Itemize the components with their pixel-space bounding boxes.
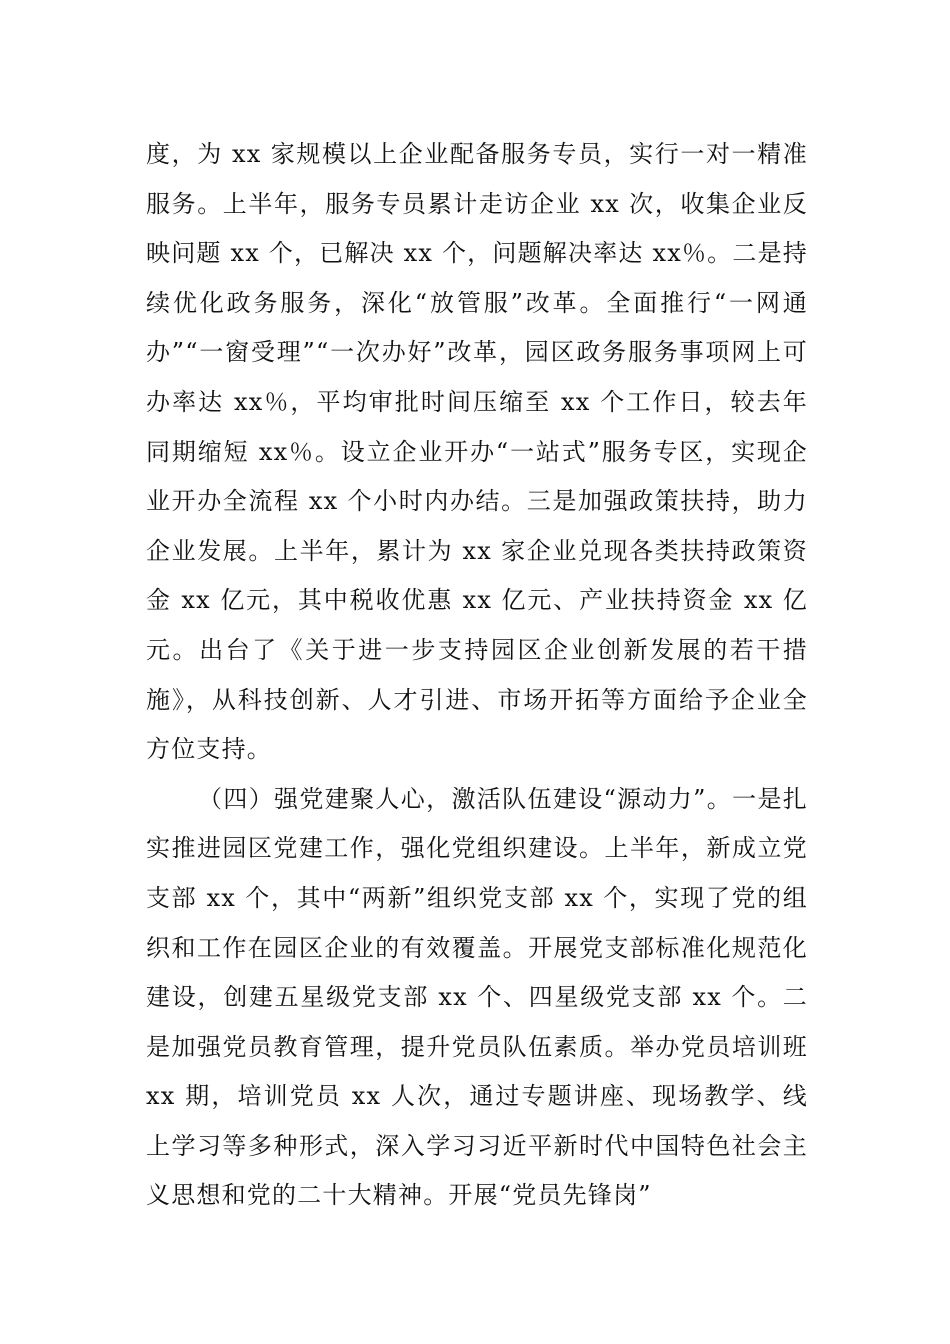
paragraph-section-four: （四）强党建聚人心，激活队伍建设“源动力”。一是扎实推进园区党建工作，强化党组织建设。上半年，新成立党支部 xx 个，其中“两新”组织党支部 xx 个，实现了党的组织和工作在园区企业的有效覆盖。开展党支部标准化规范化建设，创建五星级党支部 xx 个、四星级党支部 xx 个。二是加强党员教育管理，提升党员队伍素质。举办党员培训班 xx 期，培训党员 xx 人次，通过专题讲座、现场教学、线上学习等多种形式，深入学习习近平新时代中国特色社会主义思想和党的二十大精神。开展“党员先锋岗” bbox=[146, 784, 808, 1210]
paragraph-continued: 度，为 xx 家规模以上企业配备服务专员，实行一对一精准服务。上半年，服务专员累计走访企业 xx 次，收集企业反映问题 xx 个，已解决 xx 个，问题解决率达 xx％。二是持续优化政务服务，深化“放管服”改革。全面推行“一网通办”“一窗受理”“一次办好”改革，园区政务服务事项网上可办率达 xx％，平均审批时间压缩至 xx 个工作日，较去年同期缩短 xx％。设立企业开办“一站式”服务专区，实现企业开办全流程 xx 个小时内办结。三是加强政策扶持，助力企业发展。上半年，累计为 xx 家企业兑现各类扶持政策资金 xx 亿元，其中税收优惠 xx 亿元、产业扶持资金 xx 亿元。出台了《关于进一步支持园区企业创新发展的若干措施》，从科技创新、人才引进、市场开拓等方面给予企业全方位支持。 bbox=[146, 140, 808, 764]
document-body bbox=[146, 130, 808, 1221]
